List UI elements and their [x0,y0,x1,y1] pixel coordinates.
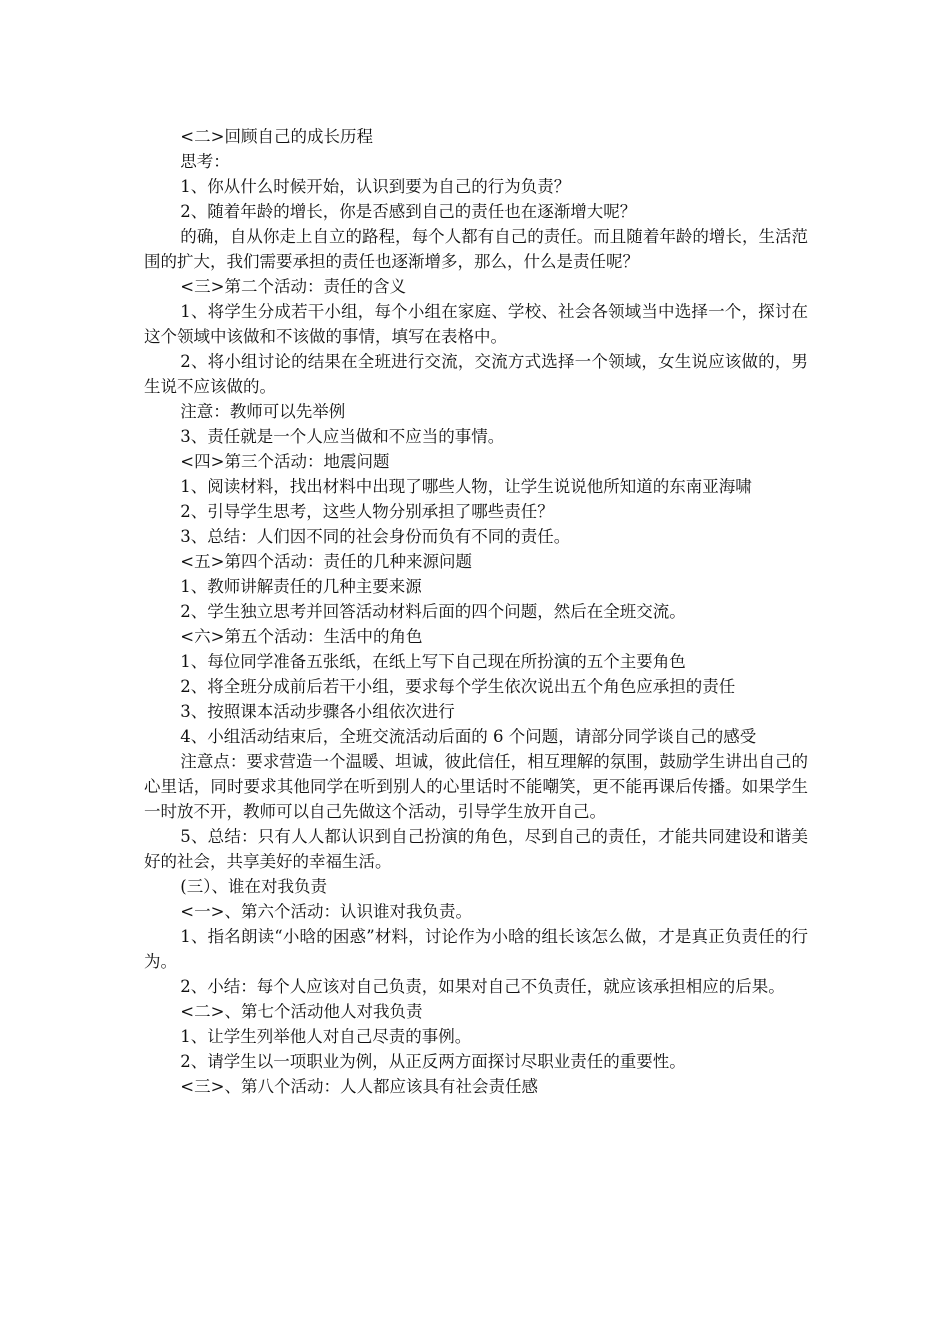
paragraph: 2、小结：每个人应该对自己负责，如果对自己不负责任，就应该承担相应的后果。 [180,977,785,996]
paragraph: 3、总结：人们因不同的社会身份而负有不同的责任。 [180,527,571,546]
paragraph: 2、引导学生思考，这些人物分别承担了哪些责任？ [180,502,554,521]
paragraph: <二>回顾自己的成长历程 [180,127,373,146]
paragraph: <二>、第七个活动他人对我负责 [180,1002,423,1021]
paragraph: 2、将小组讨论的结果在全班进行交流，交流方式选择一个领域，女生说应该做的，男生说不应该做的。 [144,352,808,396]
paragraph: <四>第三个活动：地震问题 [180,452,390,471]
paragraph: 注意：教师可以先举例 [180,402,346,421]
paragraph: 4、小组活动结束后，全班交流活动后面的 6 个问题，请部分同学谈自己的感受 [180,727,757,746]
paragraph: 3、责任就是一个人应当做和不应当的事情。 [180,427,505,446]
paragraph: <五>第四个活动：责任的几种来源问题 [180,552,472,571]
paragraph: 1、教师讲解责任的几种主要来源 [180,577,422,596]
paragraph: 3、按照课本活动步骤各小组依次进行 [180,702,455,721]
document-body [144,124,808,1099]
paragraph: 2、请学生以一项职业为例，从正反两方面探讨尽职业责任的重要性。 [180,1052,686,1071]
paragraph: 1、阅读材料，找出材料中出现了哪些人物，让学生说说他所知道的东南亚海啸 [180,477,752,496]
paragraph: <三>第二个活动：责任的含义 [180,277,406,296]
paragraph: 1、指名朗读“小晗的困惑”材料，讨论作为小晗的组长该怎么做，才是真正负责任的行为。 [144,927,808,971]
paragraph: 1、每位同学准备五张纸，在纸上写下自己现在所扮演的五个主要角色 [180,652,686,671]
paragraph: 5、总结：只有人人都认识到自己扮演的角色，尽到自己的责任，才能共同建设和谐美好的社会，共享美好的幸福生活。 [144,827,808,871]
paragraph: 2、随着年龄的增长，你是否感到自己的责任也在逐渐增大呢？ [180,202,637,221]
paragraph: 注意点：要求营造一个温暖、坦诚，彼此信任，相互理解的氛围，鼓励学生讲出自己的心里话，同时要求其他同学在听到别人的心里话时不能嘲笑，更不能再课后传播。如果学生一时放不开，教师可以自己先做这个活动，引导学生放开自己。 [144,752,808,821]
paragraph: <一>、第六个活动：认识谁对我负责。 [180,902,472,921]
paragraph: 2、学生独立思考并回答活动材料后面的四个问题，然后在全班交流。 [180,602,686,621]
paragraph: 1、将学生分成若干小组，每个小组在家庭、学校、社会各领域当中选择一个，探讨在这个领域中该做和不该做的事情，填写在表格中。 [144,302,808,346]
paragraph: 1、你从什么时候开始，认识到要为自己的行为负责？ [180,177,571,196]
paragraph: (三）、谁在对我负责 [180,877,327,896]
paragraph: 1、让学生列举他人对自己尽责的事例。 [180,1027,472,1046]
paragraph: 2、将全班分成前后若干小组，要求每个学生依次说出五个角色应承担的责任 [180,677,736,696]
paragraph: <三>、第八个活动：人人都应该具有社会责任感 [180,1077,538,1096]
paragraph: 的确，自从你走上自立的路程，每个人都有自己的责任。而且随着年龄的增长，生活范围的扩大，我们需要承担的责任也逐渐增多，那么，什么是责任呢？ [144,227,808,271]
paragraph: <六>第五个活动：生活中的角色 [180,627,423,646]
paragraph: 思考： [180,152,230,171]
